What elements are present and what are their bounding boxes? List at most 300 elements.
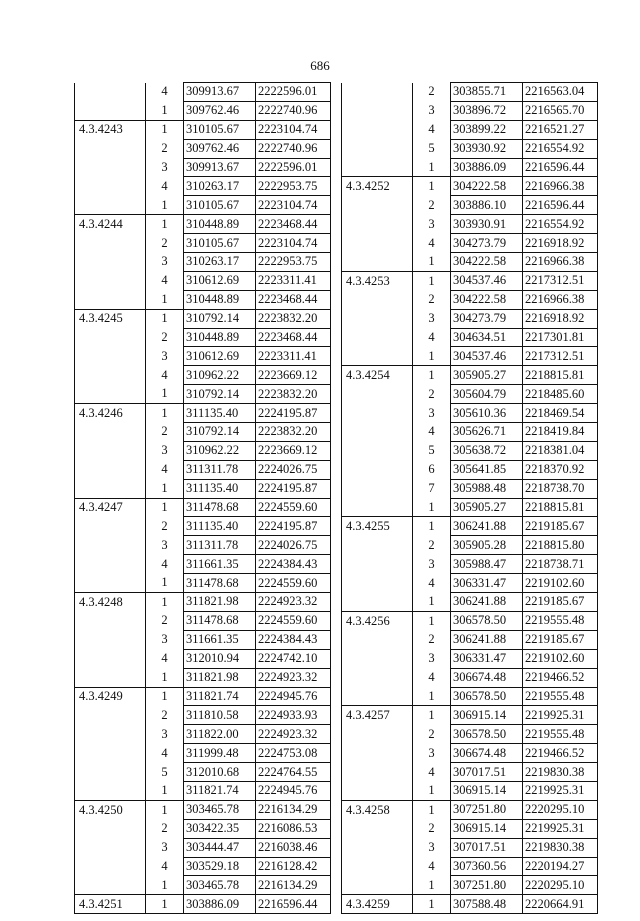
table-row: [75, 630, 331, 649]
table-row: [75, 555, 331, 574]
parcel-id-cell: [342, 158, 413, 177]
x-coordinate-cell: 307360.56: [451, 857, 523, 876]
y-coordinate-cell: 2224742.10: [256, 649, 331, 668]
parcel-id-cell: [342, 536, 413, 555]
y-coordinate-cell: 2218738.70: [523, 479, 598, 498]
parcel-id-cell: [75, 649, 146, 668]
x-coordinate-cell: 306331.47: [451, 649, 523, 668]
point-number-cell: 1: [146, 895, 184, 914]
table-row: [342, 404, 598, 423]
parcel-id-cell: 4.3.4247: [75, 498, 146, 517]
x-coordinate-cell: 307017.51: [451, 838, 523, 857]
point-number-cell: 3: [146, 347, 184, 366]
y-coordinate-cell: 2217301.81: [523, 328, 598, 347]
table-row: [342, 819, 598, 838]
x-coordinate-cell: 306674.48: [451, 744, 523, 763]
table-row: [342, 460, 598, 479]
y-coordinate-cell: 2216918.92: [523, 309, 598, 328]
table-row: [75, 83, 331, 102]
y-coordinate-cell: 2218815.80: [523, 536, 598, 555]
point-number-cell: 4: [146, 744, 184, 763]
point-number-cell: 1: [413, 253, 451, 272]
y-coordinate-cell: 2219466.52: [523, 668, 598, 687]
parcel-id-cell: [342, 668, 413, 687]
table-row: [75, 611, 331, 630]
parcel-id-cell: [342, 593, 413, 612]
point-number-cell: 3: [413, 404, 451, 423]
parcel-id-cell: [75, 611, 146, 630]
x-coordinate-cell: 304222.58: [451, 290, 523, 309]
y-coordinate-cell: 2216134.29: [256, 876, 331, 895]
y-coordinate-cell: 2224923.32: [256, 668, 331, 687]
y-coordinate-cell: 2216966.38: [523, 253, 598, 272]
x-coordinate-cell: 311311.78: [184, 536, 256, 555]
table-row: [75, 668, 331, 687]
parcel-id-cell: [342, 385, 413, 404]
parcel-id-cell: [342, 687, 413, 706]
x-coordinate-cell: 306241.88: [451, 593, 523, 612]
y-coordinate-cell: 2223104.74: [256, 120, 331, 139]
y-coordinate-cell: 2219555.48: [523, 725, 598, 744]
table-row: [75, 404, 331, 423]
parcel-id-cell: [342, 781, 413, 800]
point-number-cell: 2: [413, 630, 451, 649]
table-row: [342, 630, 598, 649]
parcel-id-cell: [342, 101, 413, 120]
x-coordinate-cell: 310962.22: [184, 441, 256, 460]
x-coordinate-cell: 311821.74: [184, 781, 256, 800]
point-number-cell: 1: [413, 517, 451, 536]
table-row: [342, 876, 598, 895]
table-row: [342, 83, 598, 102]
point-number-cell: 1: [146, 120, 184, 139]
y-coordinate-cell: 2216966.38: [523, 290, 598, 309]
x-coordinate-cell: 306578.50: [451, 725, 523, 744]
y-coordinate-cell: 2223468.44: [256, 215, 331, 234]
x-coordinate-cell: 311661.35: [184, 555, 256, 574]
point-number-cell: 1: [146, 668, 184, 687]
y-coordinate-cell: 2216554.92: [523, 215, 598, 234]
y-coordinate-cell: 2223832.20: [256, 309, 331, 328]
table-row: [342, 101, 598, 120]
point-number-cell: 1: [146, 498, 184, 517]
y-coordinate-cell: 2219925.31: [523, 819, 598, 838]
table-row: [342, 366, 598, 385]
x-coordinate-cell: 312010.68: [184, 763, 256, 782]
parcel-id-cell: [342, 498, 413, 517]
point-number-cell: 3: [146, 536, 184, 555]
table-row: [75, 441, 331, 460]
x-coordinate-cell: 311478.68: [184, 611, 256, 630]
parcel-id-cell: [342, 309, 413, 328]
y-coordinate-cell: 2223311.41: [256, 347, 331, 366]
table-row: [75, 498, 331, 517]
y-coordinate-cell: 2224384.43: [256, 630, 331, 649]
x-coordinate-cell: 310105.67: [184, 196, 256, 215]
point-number-cell: 2: [413, 290, 451, 309]
parcel-id-cell: 4.3.4257: [342, 706, 413, 725]
point-number-cell: 4: [146, 460, 184, 479]
x-coordinate-cell: 305988.48: [451, 479, 523, 498]
parcel-id-cell: [75, 234, 146, 253]
point-number-cell: 1: [413, 271, 451, 290]
x-coordinate-cell: 304537.46: [451, 271, 523, 290]
point-number-cell: 5: [146, 763, 184, 782]
point-number-cell: 2: [413, 385, 451, 404]
table-row: [342, 706, 598, 725]
parcel-id-cell: [342, 763, 413, 782]
y-coordinate-cell: 2224764.55: [256, 763, 331, 782]
parcel-id-cell: 4.3.4256: [342, 611, 413, 630]
table-row: [75, 253, 331, 272]
point-number-cell: 3: [146, 441, 184, 460]
table-row: [75, 876, 331, 895]
table-row: [75, 139, 331, 158]
point-number-cell: 1: [413, 800, 451, 819]
point-number-cell: 4: [413, 328, 451, 347]
page-number: 686: [310, 58, 330, 73]
y-coordinate-cell: 2224559.60: [256, 498, 331, 517]
table-row: [342, 574, 598, 593]
parcel-id-cell: [75, 441, 146, 460]
parcel-id-cell: [75, 763, 146, 782]
parcel-id-cell: [75, 101, 146, 120]
point-number-cell: 1: [413, 498, 451, 517]
table-row: [75, 763, 331, 782]
table-row: [342, 441, 598, 460]
parcel-id-cell: [342, 725, 413, 744]
parcel-id-cell: [342, 649, 413, 668]
y-coordinate-cell: 2216966.38: [523, 177, 598, 196]
parcel-id-cell: [342, 819, 413, 838]
y-coordinate-cell: 2219830.38: [523, 838, 598, 857]
parcel-id-cell: [342, 328, 413, 347]
y-coordinate-cell: 2223104.74: [256, 196, 331, 215]
point-number-cell: 4: [413, 668, 451, 687]
point-number-cell: 2: [413, 83, 451, 102]
parcel-id-cell: [342, 857, 413, 876]
y-coordinate-cell: 2216596.44: [523, 196, 598, 215]
x-coordinate-cell: 303422.35: [184, 819, 256, 838]
x-coordinate-cell: 312010.94: [184, 649, 256, 668]
point-number-cell: 2: [146, 234, 184, 253]
x-coordinate-cell: 306578.50: [451, 611, 523, 630]
parcel-id-cell: [75, 781, 146, 800]
x-coordinate-cell: 305610.36: [451, 404, 523, 423]
parcel-id-cell: [75, 876, 146, 895]
x-coordinate-cell: 305638.72: [451, 441, 523, 460]
y-coordinate-cell: 2218419.84: [523, 423, 598, 442]
point-number-cell: 4: [146, 857, 184, 876]
point-number-cell: 4: [413, 120, 451, 139]
point-number-cell: 3: [413, 215, 451, 234]
y-coordinate-cell: 2224923.32: [256, 593, 331, 612]
x-coordinate-cell: 303886.09: [451, 158, 523, 177]
y-coordinate-cell: 2219555.48: [523, 611, 598, 630]
table-row: [75, 895, 331, 914]
y-coordinate-cell: 2218370.92: [523, 460, 598, 479]
table-row: [75, 479, 331, 498]
table-row: [75, 706, 331, 725]
point-number-cell: 1: [146, 101, 184, 120]
y-coordinate-cell: 2220664.91: [523, 895, 598, 914]
y-coordinate-cell: 2217312.51: [523, 271, 598, 290]
x-coordinate-cell: 307251.80: [451, 800, 523, 819]
table-row: [342, 234, 598, 253]
point-number-cell: 4: [146, 555, 184, 574]
x-coordinate-cell: 311478.68: [184, 574, 256, 593]
x-coordinate-cell: 304222.58: [451, 177, 523, 196]
table-row: [342, 328, 598, 347]
x-coordinate-cell: 310105.67: [184, 120, 256, 139]
parcel-id-cell: [342, 253, 413, 272]
parcel-id-cell: [75, 366, 146, 385]
parcel-id-cell: [75, 253, 146, 272]
y-coordinate-cell: 2219555.48: [523, 687, 598, 706]
point-number-cell: 1: [413, 687, 451, 706]
table-row: [75, 460, 331, 479]
parcel-id-cell: [75, 819, 146, 838]
parcel-id-cell: [342, 234, 413, 253]
table-row: [75, 215, 331, 234]
y-coordinate-cell: 2216086.53: [256, 819, 331, 838]
table-row: [75, 196, 331, 215]
y-coordinate-cell: 2217312.51: [523, 347, 598, 366]
y-coordinate-cell: 2224923.32: [256, 725, 331, 744]
parcel-id-cell: [75, 630, 146, 649]
x-coordinate-cell: 305905.27: [451, 366, 523, 385]
point-number-cell: 3: [413, 309, 451, 328]
point-number-cell: 2: [413, 196, 451, 215]
parcel-id-cell: 4.3.4255: [342, 517, 413, 536]
table-row: [342, 668, 598, 687]
y-coordinate-cell: 2224559.60: [256, 574, 331, 593]
x-coordinate-cell: 303855.71: [451, 83, 523, 102]
x-coordinate-cell: 310612.69: [184, 347, 256, 366]
point-number-cell: 4: [413, 857, 451, 876]
x-coordinate-cell: 311821.98: [184, 593, 256, 612]
parcel-id-cell: [342, 196, 413, 215]
point-number-cell: 1: [413, 706, 451, 725]
y-coordinate-cell: 2219185.67: [523, 517, 598, 536]
y-coordinate-cell: 2216038.46: [256, 838, 331, 857]
parcel-id-cell: 4.3.4246: [75, 404, 146, 423]
table-row: [342, 423, 598, 442]
x-coordinate-cell: 303886.10: [451, 196, 523, 215]
y-coordinate-cell: 2222596.01: [256, 158, 331, 177]
table-row: [75, 649, 331, 668]
parcel-id-cell: [342, 630, 413, 649]
y-coordinate-cell: 2224026.75: [256, 536, 331, 555]
table-row: [342, 649, 598, 668]
y-coordinate-cell: 2219925.31: [523, 781, 598, 800]
parcel-id-cell: 4.3.4251: [75, 895, 146, 914]
parcel-id-cell: [342, 120, 413, 139]
point-number-cell: 1: [413, 895, 451, 914]
y-coordinate-cell: 2222740.96: [256, 139, 331, 158]
y-coordinate-cell: 2224945.76: [256, 687, 331, 706]
y-coordinate-cell: 2223468.44: [256, 328, 331, 347]
point-number-cell: 1: [146, 479, 184, 498]
parcel-id-cell: [75, 385, 146, 404]
x-coordinate-cell: 303896.72: [451, 101, 523, 120]
x-coordinate-cell: 310263.17: [184, 253, 256, 272]
point-number-cell: 5: [413, 441, 451, 460]
parcel-id-cell: 4.3.4250: [75, 800, 146, 819]
table-row: [342, 517, 598, 536]
x-coordinate-cell: 309762.46: [184, 101, 256, 120]
parcel-id-cell: 4.3.4249: [75, 687, 146, 706]
x-coordinate-cell: 310263.17: [184, 177, 256, 196]
x-coordinate-cell: 303465.78: [184, 800, 256, 819]
x-coordinate-cell: 307017.51: [451, 763, 523, 782]
parcel-id-cell: [342, 460, 413, 479]
x-coordinate-cell: 310105.67: [184, 234, 256, 253]
x-coordinate-cell: 304273.79: [451, 234, 523, 253]
table-row: [75, 309, 331, 328]
y-coordinate-cell: 2224026.75: [256, 460, 331, 479]
point-number-cell: 1: [146, 574, 184, 593]
point-number-cell: 3: [146, 253, 184, 272]
parcel-id-cell: [75, 460, 146, 479]
x-coordinate-cell: 305988.47: [451, 555, 523, 574]
parcel-id-cell: [75, 479, 146, 498]
parcel-id-cell: [342, 555, 413, 574]
y-coordinate-cell: 2216563.04: [523, 83, 598, 102]
table-row: [342, 763, 598, 782]
point-number-cell: 4: [146, 83, 184, 102]
y-coordinate-cell: 2222953.75: [256, 177, 331, 196]
parcel-id-cell: [75, 347, 146, 366]
x-coordinate-cell: 309913.67: [184, 83, 256, 102]
table-row: [75, 781, 331, 800]
point-number-cell: 7: [413, 479, 451, 498]
parcel-id-cell: [75, 423, 146, 442]
x-coordinate-cell: 310612.69: [184, 271, 256, 290]
point-number-cell: 1: [146, 404, 184, 423]
x-coordinate-cell: 309762.46: [184, 139, 256, 158]
x-coordinate-cell: 311822.00: [184, 725, 256, 744]
parcel-id-cell: [342, 479, 413, 498]
parcel-id-cell: [75, 744, 146, 763]
x-coordinate-cell: 310448.89: [184, 328, 256, 347]
point-number-cell: 3: [413, 101, 451, 120]
coordinates-table-left: [74, 82, 331, 914]
table-row: [75, 271, 331, 290]
point-number-cell: 1: [413, 611, 451, 630]
y-coordinate-cell: 2219185.67: [523, 630, 598, 649]
table-row: [75, 101, 331, 120]
table-row: [75, 328, 331, 347]
point-number-cell: 4: [146, 177, 184, 196]
x-coordinate-cell: 304273.79: [451, 309, 523, 328]
point-number-cell: 3: [413, 649, 451, 668]
table-row: [342, 196, 598, 215]
parcel-id-cell: 4.3.4258: [342, 800, 413, 819]
parcel-id-cell: [75, 83, 146, 102]
table-row: [75, 347, 331, 366]
y-coordinate-cell: 2216128.42: [256, 857, 331, 876]
point-number-cell: 3: [413, 838, 451, 857]
table-row: [342, 120, 598, 139]
parcel-id-cell: [75, 725, 146, 744]
x-coordinate-cell: 307588.48: [451, 895, 523, 914]
x-coordinate-cell: 311135.40: [184, 479, 256, 498]
x-coordinate-cell: 306915.14: [451, 706, 523, 725]
x-coordinate-cell: 303930.92: [451, 139, 523, 158]
x-coordinate-cell: 306331.47: [451, 574, 523, 593]
y-coordinate-cell: 2219102.60: [523, 574, 598, 593]
point-number-cell: 3: [146, 838, 184, 857]
parcel-id-cell: [342, 574, 413, 593]
table-row: [342, 555, 598, 574]
table-row: [342, 593, 598, 612]
y-coordinate-cell: 2223832.20: [256, 423, 331, 442]
point-number-cell: 1: [413, 177, 451, 196]
x-coordinate-cell: 303444.47: [184, 838, 256, 857]
parcel-id-cell: [342, 83, 413, 102]
point-number-cell: 1: [146, 593, 184, 612]
point-number-cell: 1: [146, 687, 184, 706]
table-row: [75, 536, 331, 555]
table-row: [342, 271, 598, 290]
y-coordinate-cell: 2216596.44: [256, 895, 331, 914]
table-row: [75, 593, 331, 612]
y-coordinate-cell: 2216918.92: [523, 234, 598, 253]
x-coordinate-cell: 311821.98: [184, 668, 256, 687]
y-coordinate-cell: 2223669.12: [256, 366, 331, 385]
point-number-cell: 2: [413, 819, 451, 838]
parcel-id-cell: [342, 744, 413, 763]
y-coordinate-cell: 2223669.12: [256, 441, 331, 460]
point-number-cell: 2: [413, 536, 451, 555]
parcel-id-cell: 4.3.4254: [342, 366, 413, 385]
point-number-cell: 1: [146, 196, 184, 215]
table-row: [75, 838, 331, 857]
table-row: [342, 611, 598, 630]
parcel-id-cell: [342, 404, 413, 423]
x-coordinate-cell: 306578.50: [451, 687, 523, 706]
x-coordinate-cell: 311999.48: [184, 744, 256, 763]
table-row: [75, 725, 331, 744]
x-coordinate-cell: 310792.14: [184, 309, 256, 328]
x-coordinate-cell: 311311.78: [184, 460, 256, 479]
x-coordinate-cell: 304634.51: [451, 328, 523, 347]
parcel-id-cell: [342, 423, 413, 442]
y-coordinate-cell: 2220295.10: [523, 876, 598, 895]
parcel-id-cell: [75, 706, 146, 725]
point-number-cell: 2: [146, 328, 184, 347]
table-row: [75, 744, 331, 763]
x-coordinate-cell: 307251.80: [451, 876, 523, 895]
point-number-cell: 5: [413, 139, 451, 158]
table-row: [342, 177, 598, 196]
x-coordinate-cell: 305905.28: [451, 536, 523, 555]
y-coordinate-cell: 2222740.96: [256, 101, 331, 120]
point-number-cell: 4: [146, 649, 184, 668]
point-number-cell: 3: [413, 555, 451, 574]
x-coordinate-cell: 311478.68: [184, 498, 256, 517]
x-coordinate-cell: 303930.91: [451, 215, 523, 234]
y-coordinate-cell: 2219830.38: [523, 763, 598, 782]
table-row: [75, 574, 331, 593]
parcel-id-cell: [75, 290, 146, 309]
y-coordinate-cell: 2224195.87: [256, 404, 331, 423]
point-number-cell: 4: [413, 234, 451, 253]
point-number-cell: 1: [413, 876, 451, 895]
parcel-id-cell: [342, 838, 413, 857]
y-coordinate-cell: 2218738.71: [523, 555, 598, 574]
